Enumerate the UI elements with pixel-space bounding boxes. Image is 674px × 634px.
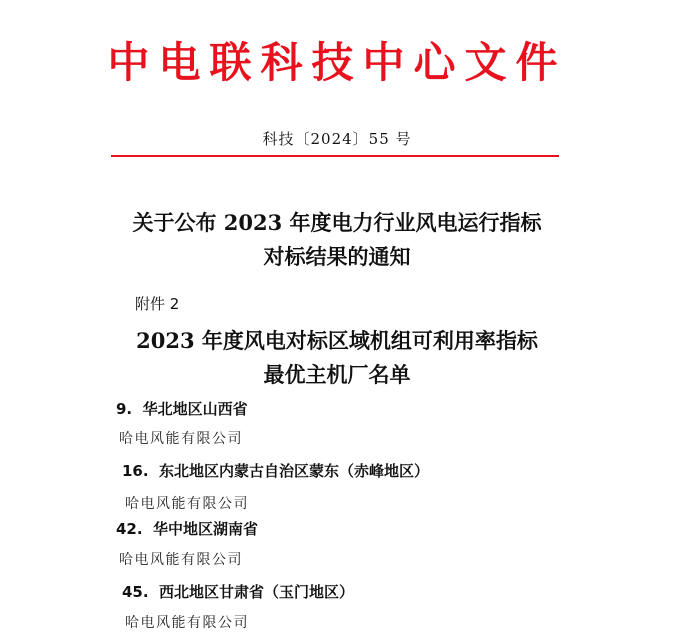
list-item-number: 42. (116, 520, 143, 538)
notice-title (0, 206, 674, 274)
region-name: 华北地区山西省 (142, 400, 248, 418)
attachment-title (0, 324, 674, 392)
notice-title-line1: 关于公布 2023 年度电力行业风电运行指标 (132, 210, 542, 235)
region-name: 东北地区内蒙古自治区蒙东（赤峰地区） (159, 462, 430, 480)
region-name: 西北地区甘肃省（玉门地区） (159, 583, 355, 601)
document-number: 科技〔2024〕55 号 (262, 130, 412, 148)
list-item-number: 9. (116, 400, 133, 418)
list-item-company: 哈电风能有限公司 (125, 615, 249, 631)
list-item-region (122, 460, 429, 481)
list-item-number: 16. (122, 462, 149, 480)
list-item-region (116, 398, 248, 419)
list-item-company: 哈电风能有限公司 (119, 552, 243, 568)
list-item-company: 哈电风能有限公司 (119, 431, 243, 447)
header-divider (111, 155, 559, 157)
document-header-title: 中电联科技中心文件 (107, 38, 567, 87)
attachment-title-line2: 最优主机厂名单 (263, 362, 411, 387)
attachment-label: 附件 2 (135, 295, 180, 313)
list-item-region (122, 581, 354, 602)
region-name: 华中地区湖南省 (153, 520, 259, 538)
list-item-company: 哈电风能有限公司 (125, 496, 249, 512)
attachment-title-line1: 2023 年度风电对标区域机组可利用率指标 (136, 328, 538, 353)
notice-title-line2: 对标结果的通知 (263, 244, 411, 269)
list-item-region (116, 518, 258, 539)
list-item-number: 45. (122, 583, 149, 601)
